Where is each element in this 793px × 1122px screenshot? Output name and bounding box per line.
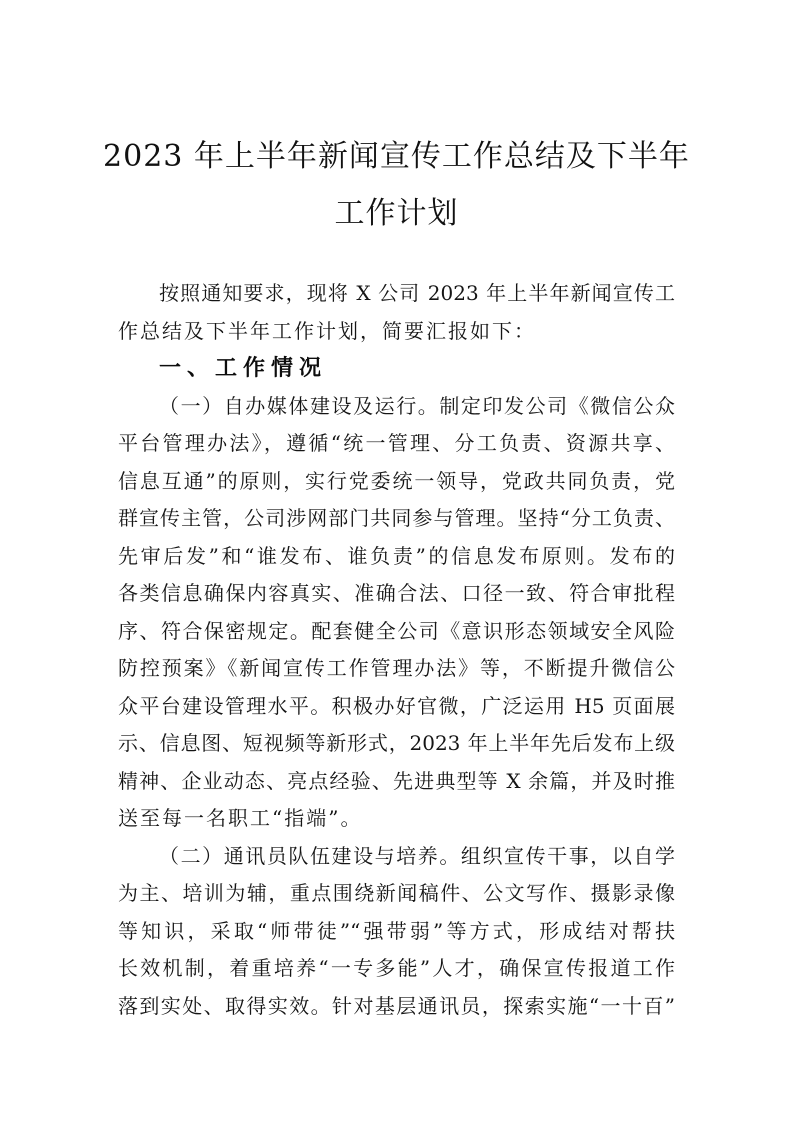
body-line: 先审后发”和“谁发布、谁负责”的信息发布原则。发布的 bbox=[118, 543, 675, 568]
body-line: 为主、培训为辅，重点围绕新闻稿件、公文写作、摄影录像 bbox=[118, 881, 675, 905]
document-title-line-2: 工作计划 bbox=[334, 196, 459, 231]
body-line: 长效机制，着重培养“一专多能”人才，确保宣传报道工作 bbox=[118, 956, 675, 980]
body-line: 各类信息确保内容真实、准确合法、口径一致、符合审批程 bbox=[118, 581, 675, 605]
body-line: 作总结及下半年工作计划，简要汇报如下： bbox=[118, 318, 536, 343]
document-title-line-1: 2023 年上半年新闻宣传工作总结及下半年 bbox=[103, 139, 690, 174]
body-line: 群宣传主管，公司涉网部门共同参与管理。坚持“分工负责、 bbox=[118, 506, 675, 530]
document-body bbox=[118, 275, 675, 1025]
body-line: 落到实处、取得实效。针对基层通讯员，探索实施“一十百” bbox=[118, 993, 675, 1018]
body-line: 等知识，采取“师带徒”“强带弱”等方式，形成结对帮扶 bbox=[118, 918, 675, 943]
body-line: 防控预案》《新闻宣传工作管理办法》等，不断提升微信公 bbox=[118, 656, 675, 680]
body-line: 按照通知要求，现将 X 公司 2023 年上半年新闻宣传工 bbox=[159, 281, 675, 305]
body-line: 送至每一名职工“指端”。 bbox=[118, 806, 363, 830]
section-heading-work-situation: 一、工作情况 bbox=[159, 356, 328, 381]
body-line: 精神、企业动态、亮点经验、先进典型等 X 余篇，并及时推 bbox=[118, 768, 675, 793]
body-line: （二）通讯员队伍建设与培养。组织宣传干事，以自学 bbox=[159, 843, 675, 868]
body-line: 序、符合保密规定。配套健全公司《意识形态领域安全风险 bbox=[118, 618, 675, 643]
body-line: 信息互通”的原则，实行党委统一领导，党政共同负责，党 bbox=[118, 468, 675, 493]
body-line: 示、信息图、短视频等新形式，2023 年上半年先后发布上级 bbox=[118, 731, 675, 755]
body-line: 平台管理办法》，遵循“统一管理、分工负责、资源共享、 bbox=[118, 431, 675, 455]
body-line: （一）自办媒体建设及运行。制定印发公司《微信公众 bbox=[159, 393, 675, 418]
body-line: 众平台建设管理水平。积极办好官微，广泛运用 H5 页面展 bbox=[118, 693, 675, 718]
document-title bbox=[0, 128, 793, 242]
